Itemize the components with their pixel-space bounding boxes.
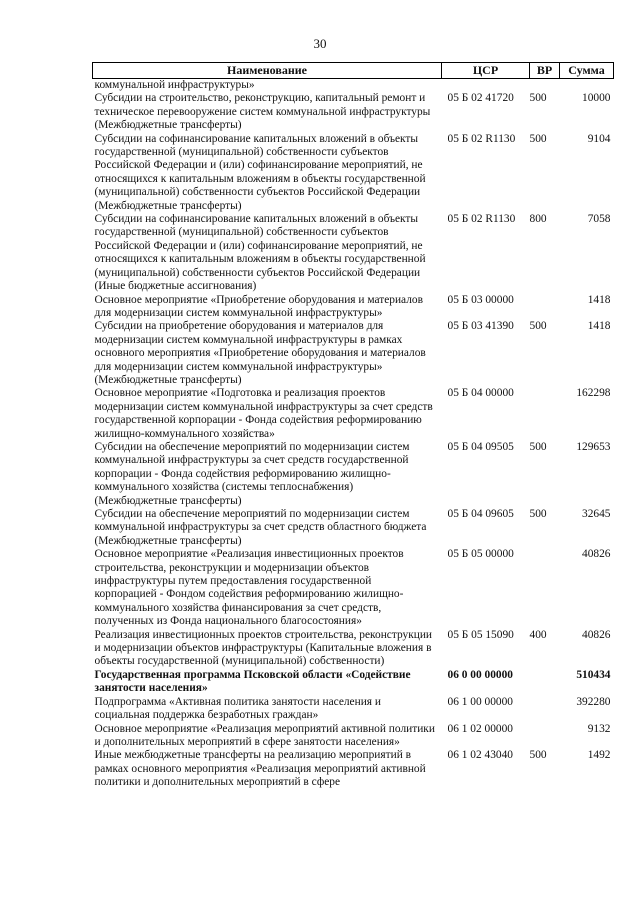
row-vr-cell (530, 79, 560, 93)
table-header (93, 63, 614, 79)
row-name-cell: Государственная программа Псковской области «Содействие занятости населения» (94, 668, 411, 695)
row-vr-cell: 500 (529, 132, 547, 145)
row-vr-cell (530, 723, 560, 750)
row-vr-cell: 800 (529, 213, 547, 226)
table-row (93, 723, 614, 750)
row-name-cell: Субсидии на обеспечение мероприятий по модернизации систем коммунальной инфраструктуры за счет средств государственной корпорации - Фонда содействия реформированию жилищно-коммунального хозяйства (системы теплоснабжения) (Межбюджетные трансферты) (94, 440, 410, 507)
table-row (93, 669, 614, 696)
row-sum-cell (560, 79, 614, 93)
row-sum-cell: 392280 (576, 695, 611, 708)
row-sum-cell: 1418 (587, 293, 611, 306)
row-name-cell: Основное мероприятие «Реализация инвестиционных проектов строительства, реконструкции и модернизации объектов инфраструктуры путем предоставления государственной корпорацией - Фондом содействия реформированию жилищно-коммунального хозяйства финансирования за счет средств, полученных из Фонда национального благосостояния» (94, 548, 404, 628)
row-name-cell: Основное мероприятие «Реализация мероприятий активной политики и дополнительных мероприятий в сфере занятости населения» (94, 722, 435, 748)
row-csr-cell: 05 Б 02 41720 (447, 92, 514, 105)
header-csr: ЦСР (442, 63, 530, 79)
row-vr-cell (530, 669, 560, 696)
row-csr-cell: 05 Б 03 00000 (447, 293, 514, 306)
row-name-cell: Основное мероприятие «Приобретение оборудования и материалов для модернизации систем коммунальной инфраструктуры» (94, 293, 423, 319)
row-sum-cell: 162298 (576, 387, 611, 400)
table-row (93, 508, 614, 548)
row-sum-cell: 1492 (587, 749, 611, 762)
budget-table-container (92, 62, 613, 790)
table-row (93, 696, 614, 723)
row-csr-cell: 05 Б 02 R1130 (447, 213, 516, 226)
row-csr-cell: 05 Б 04 00000 (447, 387, 514, 400)
table-row (93, 548, 614, 628)
row-sum-cell: 1418 (587, 320, 611, 333)
row-sum-cell: 40826 (582, 548, 611, 561)
row-name-cell: Субсидии на обеспечение мероприятий по модернизации систем коммунальной инфраструктуры за счет средств областного бюджета (Межбюджетные трансферты) (94, 508, 427, 547)
row-name-cell: Подпрограмма «Активная политика занятости населения и социальная поддержка безработных граждан» (94, 695, 381, 722)
row-vr-cell: 500 (529, 440, 547, 453)
table-row (93, 133, 614, 213)
row-csr-cell: 06 1 02 00000 (447, 722, 513, 735)
row-vr-cell: 500 (529, 320, 547, 333)
row-sum-cell: 129653 (576, 440, 611, 453)
row-name-cell: Субсидии на строительство, реконструкцию, капитальный ремонт и техническое перевооружение систем коммунальной инфраструктуры (Межбюджетные трансферты) (94, 92, 431, 132)
table-row (93, 387, 614, 441)
row-csr-cell: 06 1 02 43040 (447, 749, 513, 762)
table-row (93, 441, 614, 508)
row-name-cell: Основное мероприятие «Подготовка и реализация проектов модернизации систем коммунальной инфраструктуры за счет средств государственной корпорации - Фонда содействия реформированию жилищно-коммунального хозяйства» (94, 387, 433, 440)
row-name-cell: Субсидии на приобретение оборудования и материалов для модернизации систем коммунальной инфраструктуры в рамках основного мероприятия «Приобретение оборудования и материалов для модернизации систем коммунальной инфраструктуры» (Межбюджетные трансферты) (94, 320, 426, 386)
table-row (93, 320, 614, 387)
row-sum-cell: 10000 (582, 92, 611, 105)
table-row (93, 749, 614, 789)
row-name-cell: Субсидии на софинансирование капитальных вложений в объекты государственной (муниципальной) собственности субъектов Российской Федерации и (или) софинансирование мероприятий, не относящихся к капитальным вложениям в объекты государственной (муниципальной) собственности субъектов Российской Федерации (Иные бюджетные ассигнования) (94, 213, 426, 293)
row-sum-cell: 32645 (582, 508, 611, 520)
row-vr-cell (530, 696, 560, 723)
header-name: Наименование (93, 63, 442, 79)
row-vr-cell (530, 294, 560, 321)
table-row (93, 79, 614, 93)
row-csr-cell: 05 Б 02 R1130 (447, 132, 516, 145)
row-csr-cell: 06 1 00 00000 (447, 695, 513, 708)
row-vr-cell: 500 (529, 92, 547, 105)
header-vr: ВР (530, 63, 560, 79)
row-sum-cell: 40826 (582, 628, 611, 641)
table-row (93, 213, 614, 293)
row-name-cell: Реализация инвестиционных проектов строительства, реконструкции и модернизации объектов инфраструктуры (Капитальные вложения в объекты государственной (муниципальной) собственности) (94, 628, 433, 668)
table-body (93, 79, 614, 790)
header-sum: Сумма (560, 63, 614, 79)
table-row (93, 294, 614, 321)
row-csr-cell: 05 Б 04 09505 (447, 440, 514, 453)
row-csr-cell: 05 Б 05 15090 (447, 628, 514, 641)
row-csr-cell (442, 79, 530, 93)
row-csr-cell: 05 Б 03 41390 (447, 320, 514, 333)
row-sum-cell: 7058 (587, 213, 611, 226)
row-csr-cell: 05 Б 05 00000 (447, 548, 514, 561)
row-sum-cell: 9104 (587, 132, 611, 145)
row-vr-cell: 500 (529, 749, 547, 762)
row-name-cell: Иные межбюджетные трансферты на реализацию мероприятий в рамках основного мероприятия «Реализация мероприятий активной политики и дополнительных мероприятий в сфере (94, 749, 426, 789)
page-number: 30 (313, 36, 327, 51)
row-csr-cell: 06 0 00 00000 (447, 668, 513, 681)
row-name-cell: Субсидии на софинансирование капитальных вложений в объекты государственной (муниципальной) собственности субъектов Российской Федерации и (или) софинансирование мероприятий, не относящихся к капитальным вложениям в объекты государственной (муниципальной) собственности субъектов Российской Федерации (Межбюджетные трансферты) (94, 132, 426, 212)
row-name-cell: коммунальной инфраструктуры» (94, 79, 255, 91)
row-csr-cell: 05 Б 04 09605 (447, 508, 514, 520)
table-row (93, 92, 614, 132)
budget-table (92, 62, 614, 790)
row-vr-cell: 400 (529, 628, 547, 641)
row-sum-cell: 510434 (576, 668, 611, 681)
row-sum-cell: 9132 (587, 722, 611, 735)
row-vr-cell (530, 387, 560, 441)
table-row (93, 629, 614, 669)
row-vr-cell (530, 548, 560, 628)
row-vr-cell: 500 (529, 508, 547, 520)
